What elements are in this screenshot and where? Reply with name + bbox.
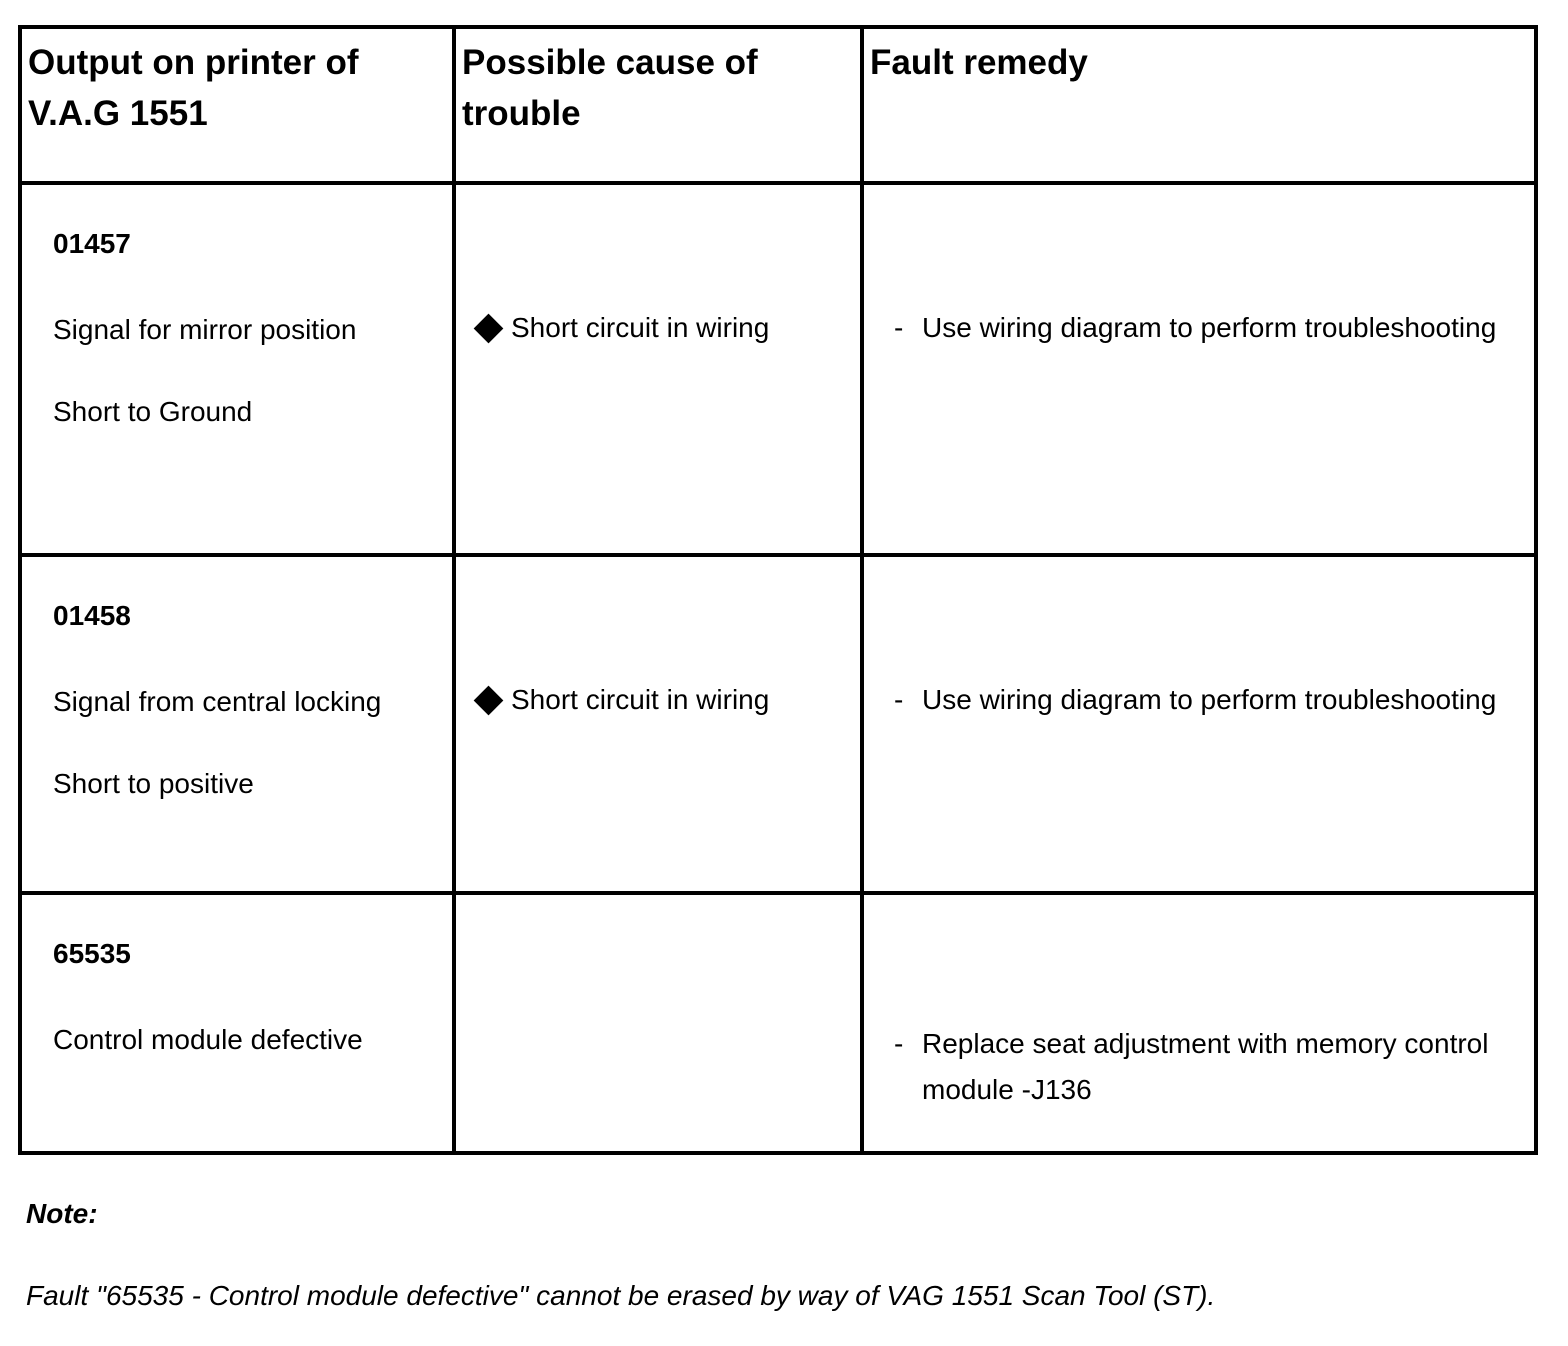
fault-description: Signal from central locking (53, 686, 382, 717)
header-cause-label: Possible cause of trouble (462, 43, 758, 133)
output-cell (20, 183, 454, 555)
remedy-item (894, 307, 1514, 349)
remedy-text: Replace seat adjustment with memory control module -J136 (922, 1028, 1489, 1105)
fault-code: 01457 (53, 228, 131, 259)
cause-item (472, 307, 860, 349)
fault-code: 01458 (53, 600, 131, 631)
diamond-bullet-icon (474, 313, 504, 343)
table-header-row (20, 27, 1536, 183)
remedy-cell (862, 555, 1536, 893)
remedy-cell (862, 893, 1536, 1153)
fault-description: Control module defective (53, 1024, 363, 1055)
diamond-bullet-icon (474, 685, 504, 715)
note-label: Note: (26, 1198, 98, 1229)
cause-cell (454, 183, 862, 555)
table-row (20, 183, 1536, 555)
fault-description: Signal for mirror position (53, 314, 357, 345)
cause-item (472, 679, 860, 721)
remedy-item (894, 679, 1514, 721)
header-remedy (862, 27, 1536, 183)
header-output-label: Output on printer of V.A.G 1551 (28, 43, 359, 133)
remedy-text: Use wiring diagram to perform troubleshooting (922, 684, 1497, 715)
remedy-text: Use wiring diagram to perform troubleshooting (922, 312, 1497, 343)
cause-text: Short circuit in wiring (511, 312, 770, 343)
remedy-item (894, 1021, 1514, 1113)
table-row (20, 555, 1536, 893)
remedy-dash: - (894, 1028, 904, 1059)
header-cause (454, 27, 862, 183)
header-output (20, 27, 454, 183)
cause-cell (454, 893, 862, 1153)
fault-condition: Short to Ground (53, 396, 253, 427)
cause-cell (454, 555, 862, 893)
fault-code: 65535 (53, 938, 131, 969)
remedy-dash: - (894, 684, 904, 715)
output-cell (20, 893, 454, 1153)
remedy-dash: - (894, 312, 904, 343)
cause-text: Short circuit in wiring (511, 684, 770, 715)
header-remedy-label: Fault remedy (870, 43, 1088, 82)
remedy-cell (862, 183, 1536, 555)
note-text: Fault "65535 - Control module defective" cannot be erased by way of VAG 1551 Scan Tool (ST). (26, 1280, 1216, 1311)
table-row (20, 893, 1536, 1153)
fault-condition: Short to positive (53, 768, 254, 799)
output-cell (20, 555, 454, 893)
fault-table (18, 25, 1538, 1155)
